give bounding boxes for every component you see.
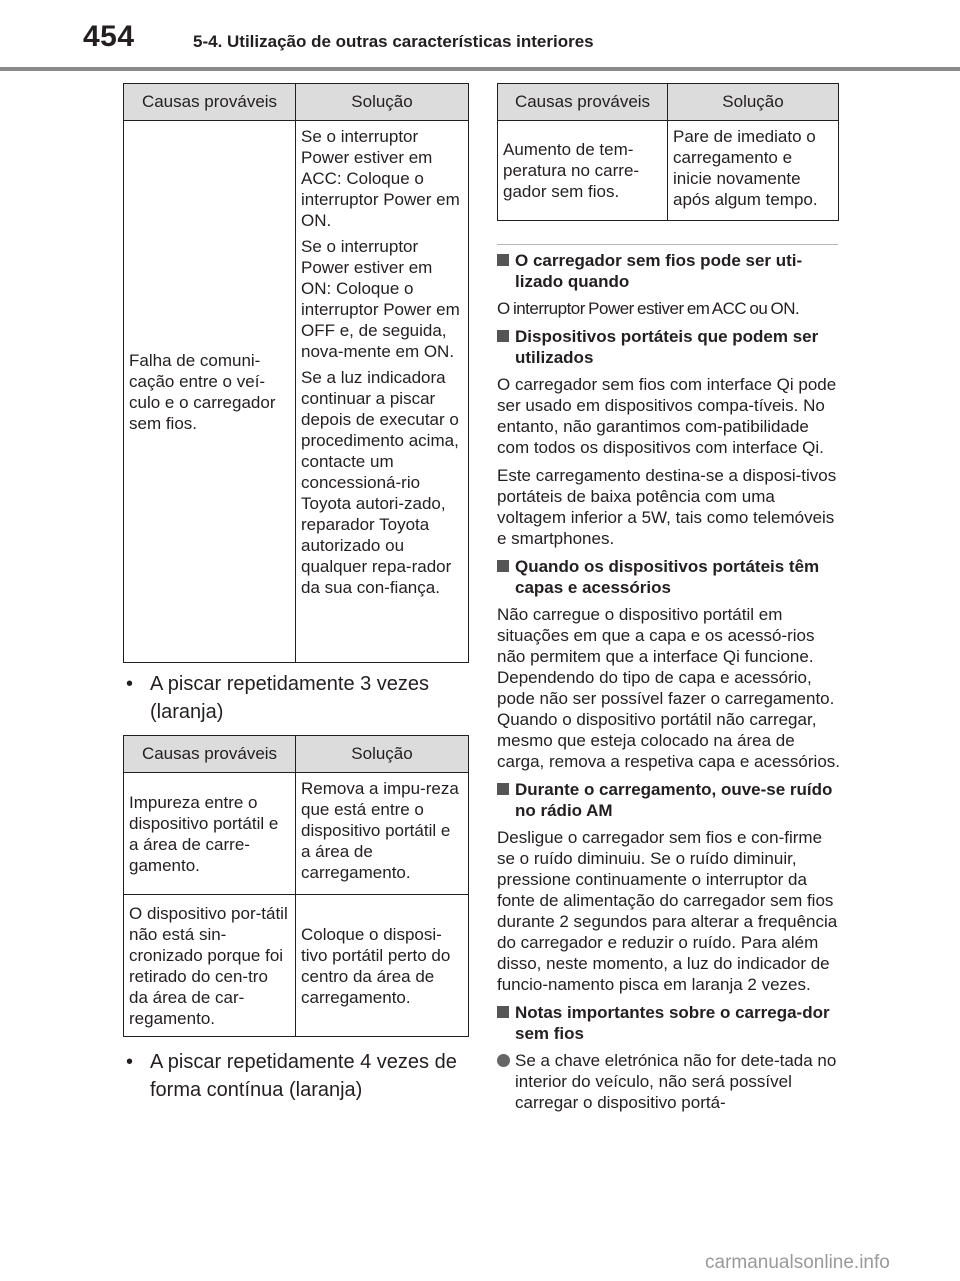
solution-cell: Pare de imediato o carregamento e inicie novamente após algum tempo. bbox=[668, 121, 839, 221]
column-header-solution: Solução bbox=[668, 84, 839, 121]
bullet-text: A piscar repetidamente 4 vezes de forma contínua (laranja) bbox=[150, 1051, 457, 1101]
square-bullet-icon bbox=[497, 254, 509, 266]
bullet-marker: • bbox=[126, 1051, 134, 1073]
note-heading-text: Durante o carregamento, ouve-se ruído no rádio AM bbox=[515, 780, 833, 820]
note-heading bbox=[497, 556, 842, 598]
column-header-causes: Causas prováveis bbox=[498, 84, 668, 121]
note-heading-text: Quando os dispositivos portáteis têm capas e acessórios bbox=[515, 557, 820, 597]
note-paragraph: O interruptor Power estiver em ACC ou ON. bbox=[497, 299, 800, 318]
bullet-text: A piscar repetidamente 3 vezes (laranja) bbox=[150, 673, 430, 723]
page-number: 454 bbox=[83, 20, 135, 53]
bullet-marker: • bbox=[126, 673, 134, 695]
circle-bullet-item bbox=[497, 1050, 842, 1113]
note-heading bbox=[497, 326, 842, 368]
troubleshooting-table-3 bbox=[497, 83, 839, 221]
notes-divider bbox=[497, 244, 838, 245]
solution-paragraph: Se a luz indicadora continuar a piscar depois de executar o procedimento acima, contacte um concessioná-rio Toyota autori-zado, reparador Toyota autorizado ou qualquer repa-rador da sua con-fiança. bbox=[301, 368, 459, 597]
note-paragraph: Este carregamento destina-se a disposi-tivos portáteis de baixa potência com uma voltagem inferior a 5W, tais como telemóveis e smartphones. bbox=[497, 466, 837, 548]
note-paragraph: O carregador sem fios com interface Qi pode ser usado em dispositivos compa-tíveis. No entanto, não garantimos com-patibilidade com todos os dispositivos com interface Qi. bbox=[497, 375, 837, 457]
header-divider bbox=[0, 67, 960, 71]
troubleshooting-table-2 bbox=[123, 735, 469, 1037]
solution-paragraph: Se o interruptor Power estiver em ON: Coloque o interruptor Power em OFF e, de seguida, nova-mente em ON. bbox=[301, 237, 460, 361]
solution-cell: Remova a impu-reza que está entre o dispositivo portátil e a área de carregamento. bbox=[296, 773, 469, 895]
note-heading-text: Dispositivos portáteis que podem ser utilizados bbox=[515, 327, 819, 367]
note-heading-text: Notas importantes sobre o carrega-dor sem fios bbox=[515, 1003, 830, 1043]
note-heading bbox=[497, 779, 842, 821]
note-heading bbox=[497, 1002, 842, 1044]
bullet-item bbox=[126, 1048, 466, 1104]
solution-cell: Coloque o disposi-tivo portátil perto do centro da área de carregamento. bbox=[296, 895, 469, 1037]
page-header bbox=[0, 0, 960, 72]
column-header-solution: Solução bbox=[296, 84, 469, 121]
note-paragraph: Desligue o carregador sem fios e con-firme se o ruído diminuiu. Se o ruído diminuir, pressione continuamente o interruptor da fonte de alimentação do carregador sem fios durante 2 segundos para alterar a frequência do carregador e reduzir o ruído. Para além disso, neste momento, a luz do indicador de funcio-namento pisca em laranja 2 vezes. bbox=[497, 828, 838, 994]
solution-cell bbox=[296, 121, 469, 663]
troubleshooting-table-1 bbox=[123, 83, 469, 663]
cause-cell: O dispositivo por-tátil não está sin-cronizado porque foi retirado do cen-tro da área de car-regamento. bbox=[124, 895, 296, 1037]
square-bullet-icon bbox=[497, 330, 509, 342]
section-title: 5-4. Utilização de outras características interiores bbox=[193, 32, 594, 51]
table-row bbox=[124, 773, 469, 895]
note-heading-text: O carregador sem fios pode ser uti-lizado quando bbox=[515, 251, 803, 291]
table-row bbox=[498, 121, 839, 221]
bullet-item bbox=[126, 670, 466, 726]
square-bullet-icon bbox=[497, 783, 509, 795]
table-row bbox=[124, 895, 469, 1037]
table-row bbox=[124, 121, 469, 663]
column-header-causes: Causas prováveis bbox=[124, 736, 296, 773]
cause-cell: Falha de comuni-cação entre o veí-culo e o carregador sem fios. bbox=[124, 121, 296, 663]
note-paragraph: Não carregue o dispositivo portátil em situações em que a capa e os acessó-rios não permitem que a interface Qi funcione. Dependendo do tipo de capa e acessório, pode não ser possível fazer o carregamento. Quando o dispositivo portátil não carregar, mesmo que esteja colocado na área de carga, remova a respetiva capa e acessórios. bbox=[497, 605, 841, 771]
cause-cell: Aumento de tem-peratura no carre-gador sem fios. bbox=[498, 121, 668, 221]
square-bullet-icon bbox=[497, 1006, 509, 1018]
circle-bullet-icon bbox=[497, 1054, 510, 1067]
watermark: carmanualsonline.info bbox=[705, 1252, 890, 1273]
notes-column bbox=[497, 250, 842, 1119]
table-header-row bbox=[124, 736, 469, 773]
circle-bullet-text: Se a chave eletrónica não for dete-tada no interior do veículo, não será possível carregar o dispositivo portá- bbox=[515, 1051, 837, 1112]
table-header-row bbox=[498, 84, 839, 121]
column-header-causes: Causas prováveis bbox=[124, 84, 296, 121]
solution-paragraph: Se o interruptor Power estiver em ACC: Coloque o interruptor Power em ON. bbox=[301, 127, 460, 230]
column-header-solution: Solução bbox=[296, 736, 469, 773]
cause-cell: Impureza entre o dispositivo portátil e a área de carre-gamento. bbox=[124, 773, 296, 895]
square-bullet-icon bbox=[497, 560, 509, 572]
table-header-row bbox=[124, 84, 469, 121]
note-heading bbox=[497, 250, 842, 292]
